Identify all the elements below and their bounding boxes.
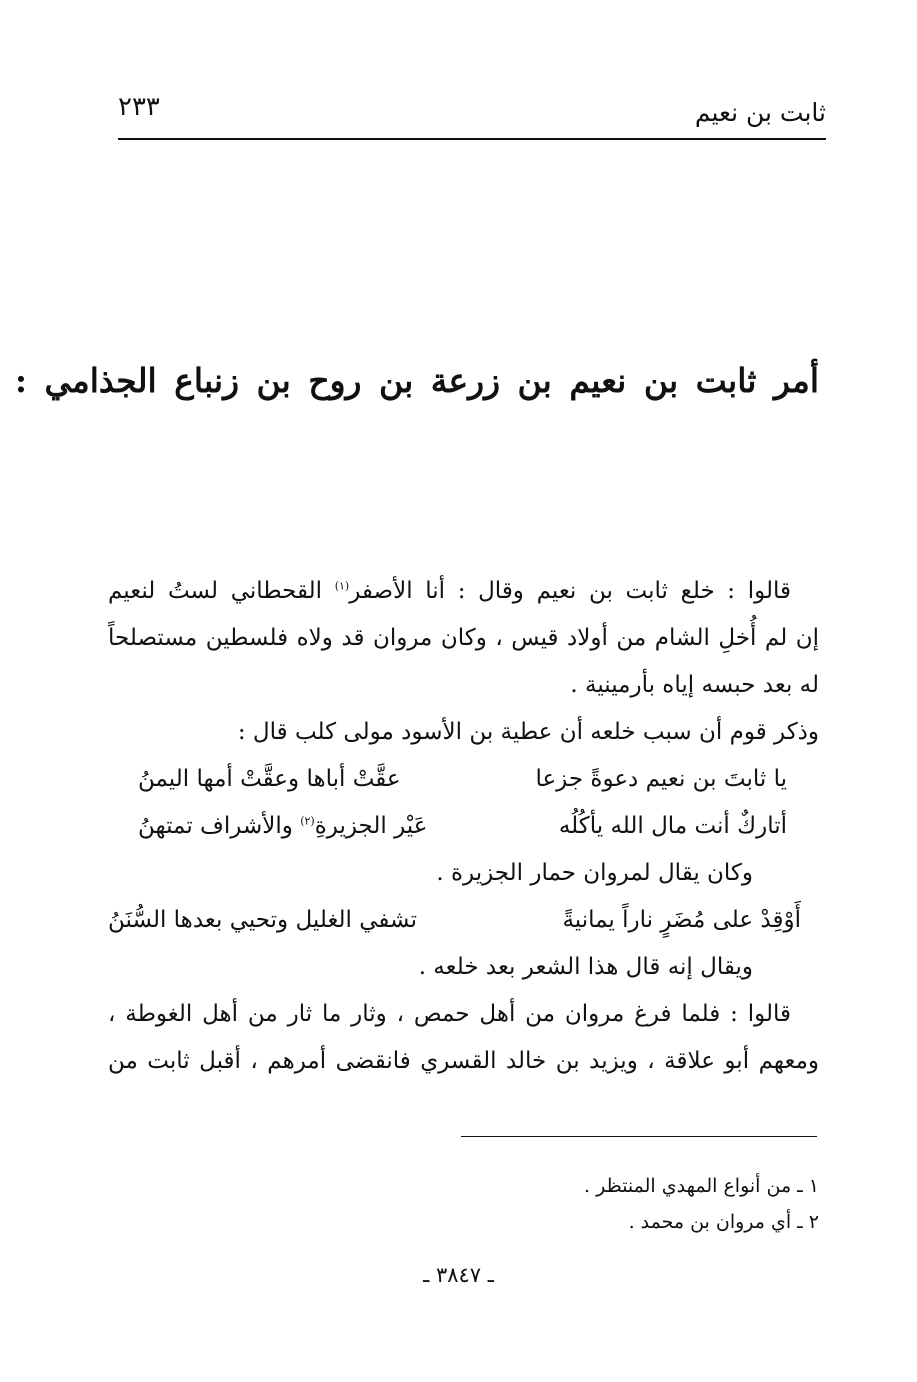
verse-second-hemistich — [138, 803, 427, 850]
paragraph-line: له بعد حبسه إياه بأرمينية . — [570, 672, 819, 698]
text-run: والأشراف تمتهنُ — [138, 813, 301, 839]
verse-first-hemistich: أَوْقِدْ على مُضَرٍ ناراً يمانيةً — [562, 907, 801, 933]
verse-second-hemistich: عقَّتْ أباها وعقَّتْ أمها اليمنُ — [138, 766, 401, 792]
verse-second-hemistich: تشفي الغليل وتحيي بعدها السُّنَنُ — [108, 907, 417, 933]
body-text — [108, 568, 819, 1085]
paragraph-line: إن لم أُخلِ الشام من أولاد قيس ، وكان مروان قد ولاه فلسطين مستصلحاً — [108, 625, 819, 651]
verse-line — [108, 803, 819, 850]
text-run: قالوا : خلع ثابت بن نعيم وقال : أنا الأصفر — [349, 578, 791, 604]
verse-first-hemistich: أتاركٌ أنت مال الله يأكُلُه — [558, 813, 787, 839]
paragraph-line: ومعهم أبو علاقة ، ويزيد بن خالد القسري فانقضى أمرهم ، أقبل ثابت من — [108, 1048, 819, 1074]
footnotes — [584, 1168, 819, 1240]
page-footer-number: ـ ٣٨٤٧ ـ — [423, 1263, 494, 1287]
header-title: ثابت بن نعيم — [694, 98, 826, 127]
footnote-marker-1: (١) — [334, 579, 350, 593]
paragraph-line — [108, 568, 819, 615]
text-run: القحطاني لستُ لنعيم — [108, 578, 335, 604]
verse-note: ويقال إنه قال هذا الشعر بعد خلعه . — [418, 954, 753, 980]
section-heading: أمر ثابت بن نعيم بن زرعة بن روح بن زنباع الجذامي : — [14, 361, 819, 400]
text-run: عَيْر الجزيرةِ — [314, 813, 428, 839]
footnote-1: ١ ـ من أنواع المهدي المنتظر . — [584, 1175, 819, 1197]
paragraph-line: وذكر قوم أن سبب خلعه أن عطية بن الأسود مولى كلب قال : — [237, 719, 819, 745]
verse-line — [108, 897, 819, 944]
verse-first-hemistich: يا ثابتَ بن نعيم دعوةً جزعا — [535, 766, 787, 792]
running-header — [118, 92, 826, 140]
footnote-2: ٢ ـ أي مروان بن محمد . — [628, 1211, 819, 1233]
footnote-marker-2: (٢) — [300, 814, 315, 828]
verse-line — [108, 756, 819, 803]
header-rule — [118, 138, 826, 140]
footnote-rule — [461, 1136, 817, 1137]
verse-note: وكان يقال لمروان حمار الجزيرة . — [436, 860, 753, 886]
paragraph-line: قالوا : فلما فرغ مروان من أهل حمص ، وثار ما ثار من أهل الغوطة ، — [108, 1001, 791, 1027]
header-page-number: ٢٣٣ — [118, 92, 160, 122]
